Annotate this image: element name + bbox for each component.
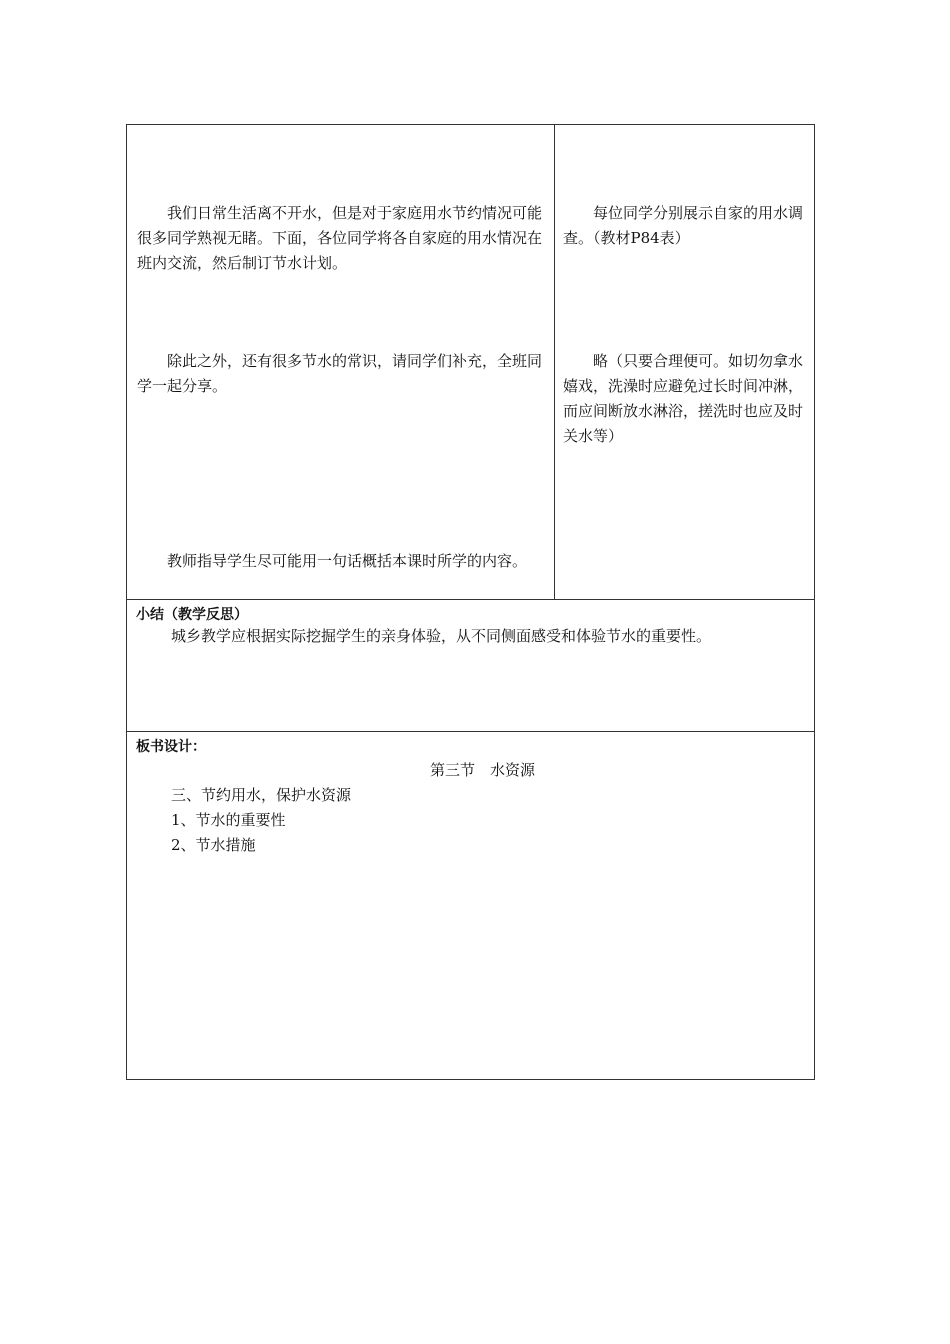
teacher-paragraph-water-survey: 我们日常生活离不开水，但是对于家庭用水节约情况可能很多同学熟视无睹。下面，各位同学将各自家庭的用水情况在班内交流，然后制订节水计划。 — [137, 204, 543, 272]
summary-label: 小结（教学反思） — [136, 607, 248, 623]
lesson-plan-table — [126, 124, 815, 1080]
board-item-measures: 2、节水措施 — [171, 836, 256, 854]
board-design-row — [127, 732, 814, 1079]
board-title: 第三节 水资源 — [430, 761, 536, 779]
teacher-paragraph-water-tips: 除此之外，还有很多节水的常识，请同学们补充，全班同学一起分享。 — [137, 352, 543, 395]
student-paragraph-tips-answer: 略（只要合理便可。如切勿拿水嬉戏，洗澡时应避免过长时间冲淋，而应间断放水淋浴，搓洗时也应及时关水等） — [563, 352, 804, 445]
teacher-paragraph-summary-guide: 教师指导学生尽可能用一句话概括本课时所学的内容。 — [167, 552, 528, 570]
teacher-activity-cell — [127, 125, 555, 599]
summary-row — [127, 600, 814, 732]
board-item-importance: 1、节水的重要性 — [171, 811, 286, 829]
student-paragraph-survey-display: 每位同学分别展示自家的用水调查。（教材P84表） — [563, 204, 804, 247]
board-heading: 三、节约用水，保护水资源 — [171, 786, 352, 804]
student-activity-cell — [555, 125, 814, 599]
summary-text: 城乡教学应根据实际挖掘学生的亲身体验，从不同侧面感受和体验节水的重要性。 — [171, 627, 712, 645]
board-design-label: 板书设计： — [136, 739, 206, 755]
activity-row — [127, 125, 814, 600]
